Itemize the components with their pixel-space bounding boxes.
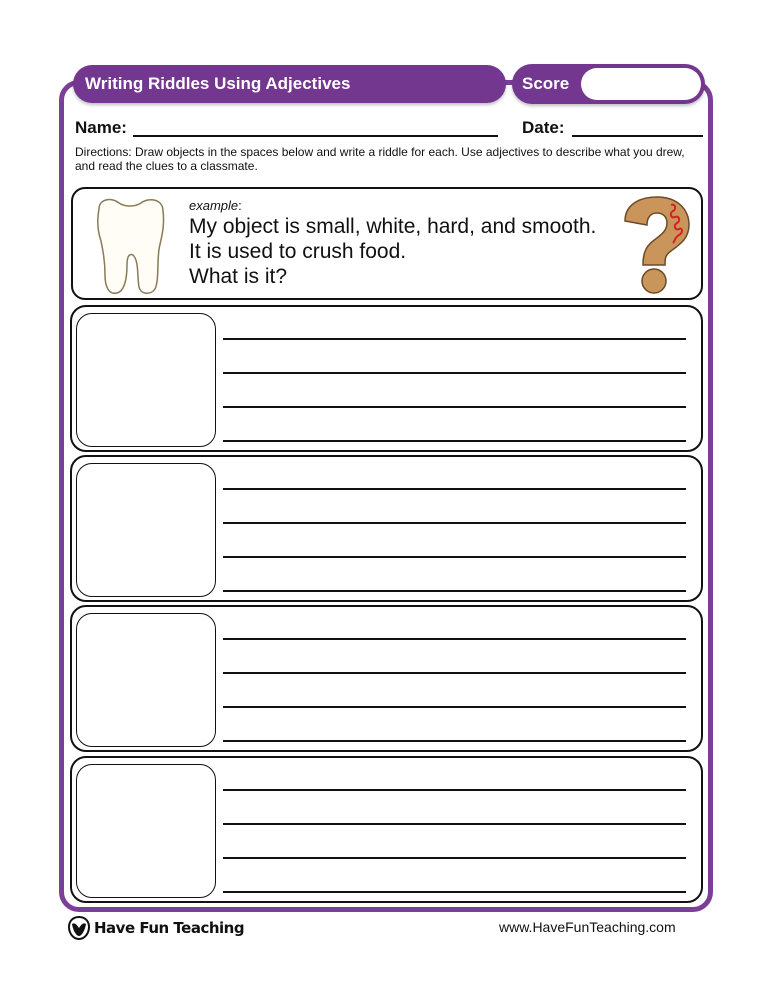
answer-line[interactable] <box>223 440 686 442</box>
example-line-2: It is used to crush food. <box>189 240 407 263</box>
score-label: Score <box>522 74 570 93</box>
date-field[interactable] <box>572 135 703 137</box>
riddle-box-1 <box>70 305 703 452</box>
website-url[interactable]: www.HaveFunTeaching.com <box>499 919 676 935</box>
answer-line[interactable] <box>223 706 686 708</box>
answer-line[interactable] <box>223 372 686 374</box>
name-field[interactable] <box>133 135 498 137</box>
answer-line[interactable] <box>223 522 686 524</box>
answer-line[interactable] <box>223 672 686 674</box>
answer-line[interactable] <box>223 789 686 791</box>
drawing-area-1[interactable] <box>76 313 216 447</box>
tooth-icon <box>89 195 171 297</box>
answer-line[interactable] <box>223 891 686 893</box>
drawing-area-4[interactable] <box>76 764 216 898</box>
riddle-box-3 <box>70 605 703 752</box>
date-label: Date: <box>522 118 565 137</box>
drawing-area-2[interactable] <box>76 463 216 597</box>
answer-line[interactable] <box>223 488 686 490</box>
brand-name: Have Fun Teaching <box>94 919 245 937</box>
answer-line[interactable] <box>223 638 686 640</box>
answer-line[interactable] <box>223 823 686 825</box>
score-badge <box>512 64 705 104</box>
answer-line[interactable] <box>223 590 686 592</box>
score-field[interactable] <box>581 68 701 100</box>
question-mark-icon <box>619 195 691 295</box>
answer-line[interactable] <box>223 406 686 408</box>
brand-logo <box>68 916 244 940</box>
example-riddle <box>189 197 596 289</box>
example-line-1: My object is small, white, hard, and smooth. <box>189 215 597 238</box>
example-label: example: <box>189 198 242 213</box>
answer-line[interactable] <box>223 857 686 859</box>
name-label: Name: <box>75 118 127 137</box>
riddle-box-4 <box>70 756 703 903</box>
example-box <box>71 187 703 300</box>
answer-line[interactable] <box>223 556 686 558</box>
brand-face-icon <box>68 916 90 940</box>
name-date-row <box>75 118 705 140</box>
example-line-3: What is it? <box>189 265 288 288</box>
worksheet-title: Writing Riddles Using Adjectives <box>73 65 506 103</box>
drawing-area-3[interactable] <box>76 613 216 747</box>
directions-text: Directions: Draw objects in the spaces below and write a riddle for each. Use adjectives to describe what you drew, and read the clues to a classmate. <box>75 145 685 173</box>
riddle-box-2 <box>70 455 703 602</box>
answer-line[interactable] <box>223 740 686 742</box>
answer-line[interactable] <box>223 338 686 340</box>
